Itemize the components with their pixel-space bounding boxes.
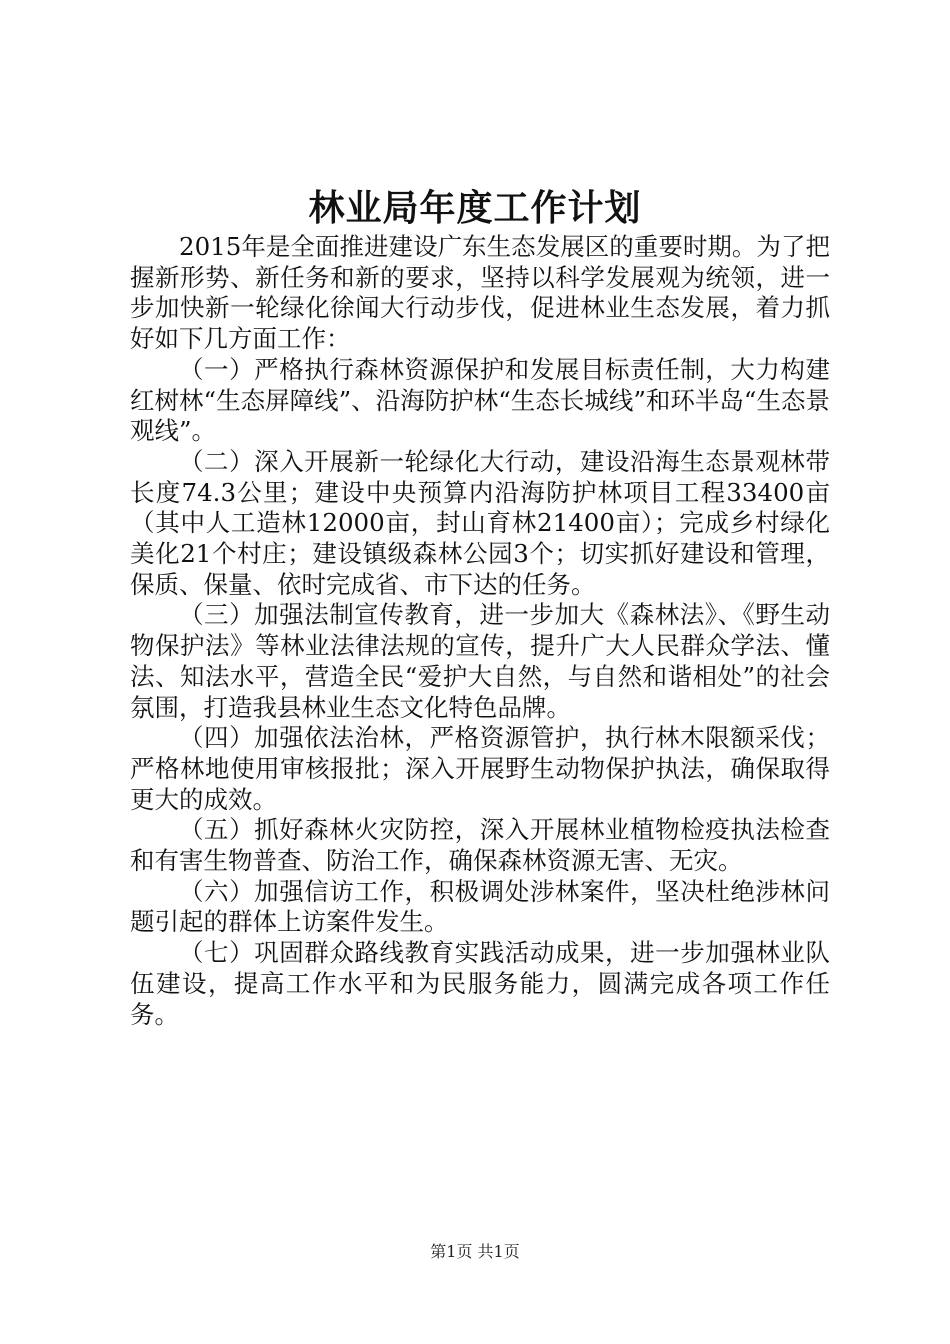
paragraph-item-4: （四）加强依法治林，严格资源管护，执行林木限额采伐；严格林地使用审核报批；深入开展野生动物保护执法，确保取得更大的成效。	[130, 723, 830, 814]
paragraph-item-6: （六）加强信访工作，积极调处涉林案件，坚决杜绝涉林问题引起的群体上访案件发生。	[130, 876, 830, 937]
paragraph-item-1: （一）严格执行森林资源保护和发展目标责任制，大力构建红树林“生态屏障线”、沿海防护林“生态长城线”和环半岛“生态景观线”。	[130, 354, 830, 446]
paragraph-item-5: （五）抓好森林火灾防控，深入开展林业植物检疫执法检查和有害生物普查、防治工作，确保森林资源无害、无灾。	[130, 815, 830, 876]
document-body	[130, 232, 830, 1030]
paragraph-intro: 2015年是全面推进建设广东生态发展区的重要时期。为了把握新形势、新任务和新的要求，坚持以科学发展观为统领，进一步加快新一轮绿化徐闻大行动步伐，促进林业生态发展，着力抓好如下几方面工作：	[130, 232, 830, 354]
paragraph-item-2: （二）深入开展新一轮绿化大行动，建设沿海生态景观林带长度74.3公里；建设中央预算内沿海防护林项目工程33400亩（其中人工造林12000亩，封山育林21400亩）；完成乡村绿化美化21个村庄；建设镇级森林公园3个；切实抓好建设和管理，保质、保量、依时完成省、市下达的任务。	[130, 446, 830, 599]
paragraph-item-7: （七）巩固群众路线教育实践活动成果，进一步加强林业队伍建设，提高工作水平和为民服务能力，圆满完成各项工作任务。	[130, 938, 830, 1029]
page-footer: 第1页 共1页	[430, 1242, 520, 1261]
document-title: 林业局年度工作计划	[308, 187, 642, 229]
paragraph-item-3: （三）加强法制宣传教育，进一步加大《森林法》、《野生动物保护法》等林业法律法规的宣传，提升广大人民群众学法、懂法、知法水平，营造全民“爱护大自然，与自然和谐相处”的社会氛围，打造我县林业生态文化特色品牌。	[130, 600, 830, 722]
